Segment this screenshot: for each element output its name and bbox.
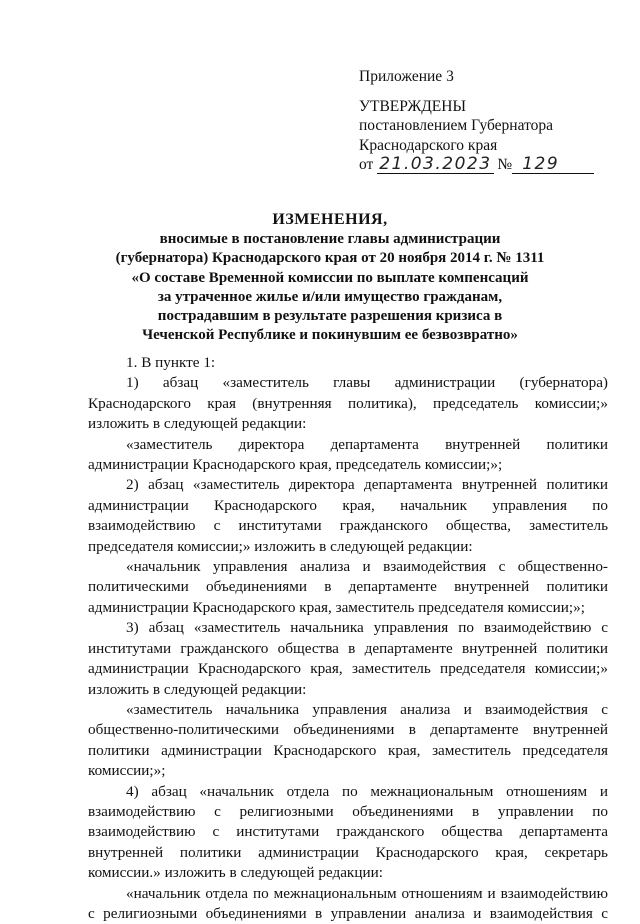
paragraph: «начальник управления анализа и взаимодействия с общественно-политическими объединениями в департаменте внутренней политики администрации Краснодарского края, заместитель председателя комиссии;»; [88, 558, 608, 616]
paragraph: 1) абзац «заместитель главы администрации (губернатора) Краснодарского края (внутренняя политика), председатель комиссии;» изложить в следующей редакции: [88, 374, 608, 433]
number-field [512, 156, 594, 174]
approval-block [359, 67, 609, 175]
paragraph: 1. В пункте 1: [126, 354, 216, 371]
approval-date-line [359, 155, 609, 175]
number-prefix: № [497, 156, 513, 173]
paragraph: «заместитель директора департамента внутренней политики администрации Краснодарского края, председатель комиссии;»; [88, 435, 608, 474]
paragraph: 4) абзац «начальник отдела по межнациональным отношениям и взаимодействию с религиозными объединениями в управлении по взаимодействию с институтами гражданского общества департамента внутренней политики администрации Краснодарского края, секретарь комиссии.» изложить в следующей редакции: [88, 782, 608, 882]
paragraph: 3) абзац «заместитель начальника управления по взаимодействию с институтами гражданского общества в департаменте внутренней политики администрации Краснодарского края, заместитель председателя комиссии;» изложить в следующей редакции: [88, 619, 608, 698]
document-body [88, 353, 608, 924]
date-prefix: от [359, 156, 374, 173]
title-line: «О составе Временной комиссии по выплате компенсаций [131, 269, 529, 286]
title-line: за утраченное жилье и/или имущество гражданам, [157, 288, 503, 305]
title-line: (губернатора) Краснодарского края от 20 ноября 2014 г. № 1311 [115, 250, 545, 267]
title-line: Чеченской Республике и покинувшим ее безвозвратно» [142, 327, 518, 344]
title-line: вносимые в постановление главы администрации [159, 231, 501, 248]
document-title [70, 210, 590, 345]
title-heading: ИЗМЕНЕНИЯ, [272, 211, 388, 228]
date-value: 21.03.2023 [379, 154, 492, 174]
paragraph: 2) абзац «заместитель директора департамента внутренней политики администрации Краснодарского края, начальник управления по взаимодействию с институтами гражданского общества, заместитель председателя комиссии;» изложить в следующей редакции: [88, 476, 608, 555]
approval-line-1: постановлением Губернатора [359, 117, 554, 134]
approved-label: УТВЕРЖДЕНЫ [359, 97, 466, 115]
title-line: пострадавшим в результате разрешения кризиса в [157, 308, 503, 325]
number-value: 129 [522, 154, 560, 174]
appendix-label: Приложение 3 [359, 68, 454, 85]
paragraph: «начальник отдела по межнациональным отношениям и взаимодействию с религиозными объединениями в управлении анализа и взаимодействия с [88, 884, 608, 922]
date-field [377, 156, 493, 174]
paragraph: «заместитель начальника управления анализа и взаимодействия с общественно-политическими объединениями в департаменте внутренней политики администрации Краснодарского края, заместитель председателя комиссии;»; [88, 700, 608, 780]
approval-line-2: Краснодарского края [359, 136, 498, 154]
